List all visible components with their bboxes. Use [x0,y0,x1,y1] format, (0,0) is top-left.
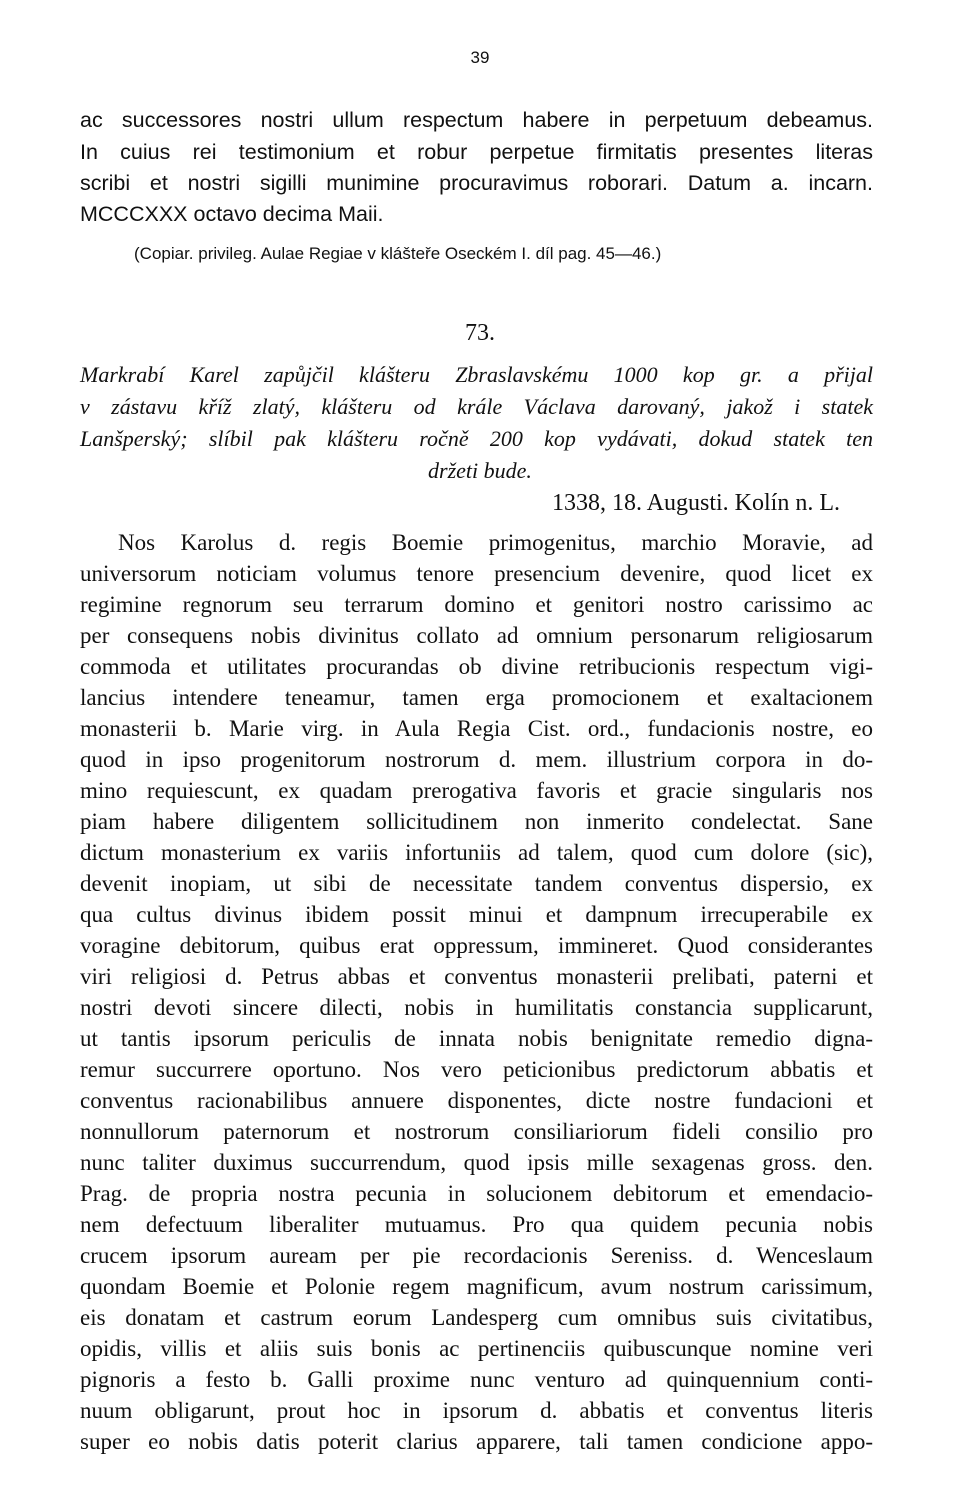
charter-text-line: Nos Karolus d. regis Boemie primogenitus, marchio Moravie, ad [118,530,873,555]
charter-text-line: nem defectuum liberaliter mutuamus. Pro qua quidem pecunia nobis [80,1212,873,1237]
charter-text-line: devenit inopiam, ut sibi de necessitate tandem conventus dispersio, ex [80,871,873,896]
charter-text-line: quondam Boemie et Polonie regem magnificum, avum nostrum carissimum, [80,1274,873,1299]
charter-text-line: regimine regnorum seu terrarum domino et genitori nostro carissimo ac [80,592,873,617]
charter-text-line: universorum noticiam volumus tenore presencium devenire, quod licet ex [80,561,873,586]
charter-text-line: piam habere diligentem sollicitudinem non inmerito condelectat. Sane [80,809,873,834]
charter-text-line: opidis, villis et aliis suis bonis ac pertinenciis quibuscunque nomine veri [80,1336,873,1361]
page-number: 39 [470,48,490,67]
charter-text-line: mino requiescunt, ex quadam prerogativa favoris et gracie singularis nos [80,778,873,803]
document-number: 73. [465,320,495,346]
preceding-text-line: MCCCXXX octavo decima Maii. [80,202,384,226]
charter-text-line: conventus racionabilibus annuere disponentes, dicte nostre fundacioni et [80,1088,873,1113]
charter-text-line: quod in ipso progenitorum nostrorum d. mem. illustrium corpora in do- [80,747,873,772]
charter-text-line: super eo nobis datis poterit clarius apparere, tali tamen condicione appo- [80,1429,873,1454]
charter-text-line: pignoris a festo b. Galli proxime nunc venturo ad quinquennium conti- [80,1367,873,1392]
dateline: 1338, 18. Augusti. Kolín n. L. [551,490,840,516]
charter-text-line: eis donatam et castrum eorum Landesperg cum omnibus suis civitatibus, [80,1305,873,1330]
charter-text-line: commoda et utilitates procurandas ob divine retribucionis respectum vigi- [80,654,873,679]
charter-text-line: per consequens nobis divinitus collato ad omnium personarum religiosarum [80,623,873,648]
charter-text-line: ut tantis ipsorum periculis de innata nobis benignitate remedio digna- [80,1026,873,1051]
source-citation: (Copiar. privileg. Aulae Regiae v klášteře Oseckém I. díl pag. 45—46.) [134,244,662,263]
preceding-text-line: In cuius rei testimonium et robur perpetue firmitatis presentes literas [80,140,873,164]
charter-text-line: remur succurrere oportuno. Nos vero peticionibus predictorum abbatis et [80,1057,873,1082]
charter-text-line: voragine debitorum, quibus erat oppressum, immineret. Quod considerantes [80,933,873,958]
charter-text-line: lancius intendere teneamur, tamen erga promocionem et exaltacionem [80,685,873,710]
preceding-text-line: scribi et nostri sigilli munimine procuravimus roborari. Datum a. incarn. [80,171,873,195]
charter-text-line: viri religiosi d. Petrus abbas et conventus monasterii prelibati, paterni et [80,964,873,989]
regest-summary-line: Markrabí Karel zapůjčil klášteru Zbraslavskému 1000 kop gr. a přijal [80,362,873,387]
charter-text-line: nostri devoti sincere dilecti, nobis in humilitatis constancia supplicarunt, [80,995,873,1020]
preceding-text-line: ac successores nostri ullum respectum habere in perpetuum debeamus. [80,108,873,132]
charter-text-line: nunc taliter duximus succurrendum, quod ipsis mille sexagenas gross. den. [80,1150,873,1175]
charter-text-line: crucem ipsorum auream per pie recordacionis Sereniss. d. Wenceslaum [80,1243,873,1268]
charter-text-line: qua cultus divinus ibidem possit minui et dampnum irrecuperabile ex [80,902,873,927]
charter-text-line: nuum obligarunt, prout hoc in ipsorum d. abbatis et conventus literis [80,1398,873,1423]
charter-text-line: dictum monasterium ex variis infortuniis ad talem, quod cum dolore (sic), [80,840,873,865]
charter-text-line: monasterii b. Marie virg. in Aula Regia Cist. ord., fundacionis nostre, eo [80,716,873,741]
charter-text-line: nonnullorum paternorum et nostrorum consiliariorum fideli consilio pro [80,1119,873,1144]
regest-summary-line: Lanšperský; slíbil pak klášteru ročně 200 kop vydávati, dokud statek ten [80,426,873,451]
regest-summary-line: držeti bude. [428,458,532,483]
charter-text-line: Prag. de propria nostra pecunia in solucionem debitorum et emendacio- [80,1181,873,1206]
regest-summary-line: v zástavu kříž zlatý, klášteru od krále Václava darovaný, jakož i statek [80,394,873,419]
